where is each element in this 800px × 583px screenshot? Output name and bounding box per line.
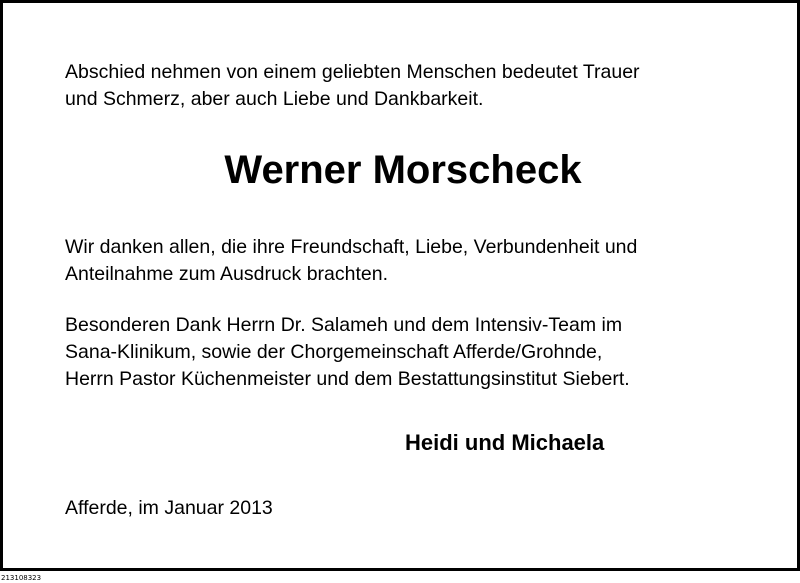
special-thanks-line: Herrn Pastor Küchenmeister und dem Bestattungsinstitut Siebert. (65, 368, 630, 390)
signers: Heidi und Michaela (405, 430, 605, 455)
special-thanks-line: Sana-Klinikum, sowie der Chorgemeinschaft Afferde/Grohnde, (65, 341, 603, 363)
intro-paragraph (65, 59, 640, 113)
intro-line: und Schmerz, aber auch Liebe und Dankbarkeit. (65, 88, 484, 110)
intro-line: Abschied nehmen von einem geliebten Menschen bedeutet Trauer (65, 61, 640, 83)
deceased-name: Werner Morscheck (224, 148, 582, 192)
special-thanks-line: Besonderen Dank Herrn Dr. Salameh und dem Intensiv-Team im (65, 314, 623, 336)
place-date: Afferde, im Januar 2013 (65, 497, 273, 519)
thanks-paragraph (65, 234, 637, 288)
special-thanks-paragraph (65, 312, 630, 393)
thanks-line: Wir danken allen, die ihre Freundschaft, Liebe, Verbundenheit und (65, 236, 638, 258)
thanks-line: Anteilnahme zum Ausdruck brachten. (65, 263, 389, 285)
reference-code: 213108323 (1, 574, 42, 582)
